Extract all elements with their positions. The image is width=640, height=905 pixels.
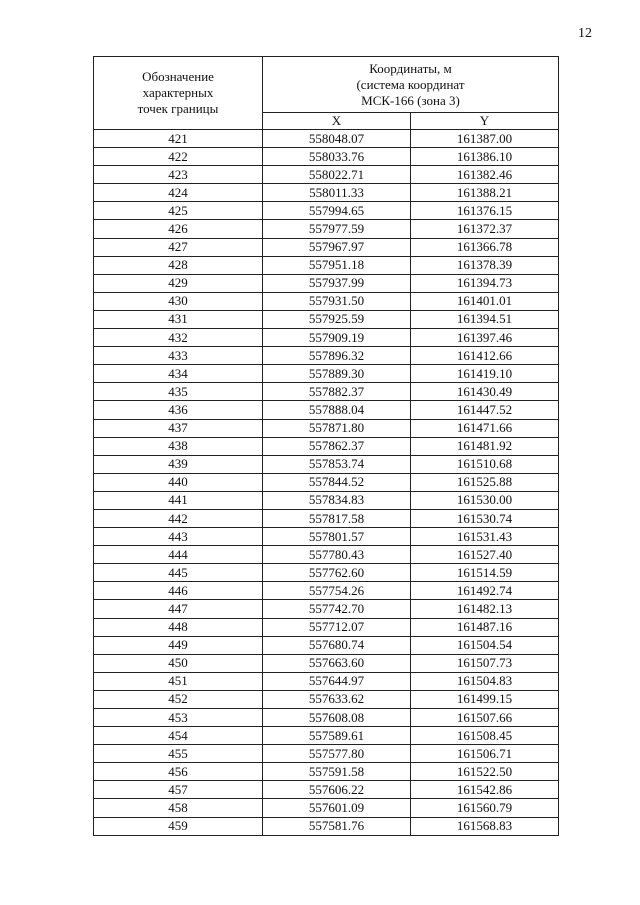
x-coordinate-cell: 557589.61 [263, 727, 411, 745]
y-coordinate-cell: 161504.54 [411, 636, 559, 654]
x-coordinate-cell: 557951.18 [263, 256, 411, 274]
y-coordinate-cell: 161482.13 [411, 600, 559, 618]
table-row [94, 654, 559, 672]
table-row [94, 329, 559, 347]
point-number-cell: 447 [94, 600, 263, 618]
x-coordinate-cell: 557967.97 [263, 238, 411, 256]
header-text: характерных [142, 85, 214, 100]
x-coordinate-cell: 557882.37 [263, 383, 411, 401]
header-text: МСК-166 (зона 3) [361, 92, 460, 108]
table-row [94, 292, 559, 310]
table-body [94, 130, 559, 836]
table-row [94, 148, 559, 166]
x-coordinate-cell: 557577.80 [263, 745, 411, 763]
x-coordinate-cell: 557633.62 [263, 690, 411, 708]
y-coordinate-cell: 161504.83 [411, 672, 559, 690]
x-coordinate-cell: 558033.76 [263, 148, 411, 166]
x-coordinate-cell: 557606.22 [263, 781, 411, 799]
table-row [94, 690, 559, 708]
table-row [94, 745, 559, 763]
table-row [94, 564, 559, 582]
x-coordinate-cell: 557931.50 [263, 292, 411, 310]
table-row [94, 528, 559, 546]
y-coordinate-cell: 161527.40 [411, 546, 559, 564]
table-row [94, 130, 559, 148]
y-coordinate-cell: 161530.00 [411, 491, 559, 509]
point-number-cell: 444 [94, 546, 263, 564]
table-row [94, 546, 559, 564]
x-coordinate-cell: 557888.04 [263, 401, 411, 419]
table-row [94, 817, 559, 835]
table-row [94, 636, 559, 654]
x-coordinate-cell: 557896.32 [263, 347, 411, 365]
y-coordinate-cell: 161401.01 [411, 292, 559, 310]
point-number-cell: 428 [94, 256, 263, 274]
x-coordinate-cell: 557608.08 [263, 709, 411, 727]
table-row [94, 401, 559, 419]
y-coordinate-cell: 161372.37 [411, 220, 559, 238]
point-number-cell: 435 [94, 383, 263, 401]
x-coordinate-cell: 557925.59 [263, 310, 411, 328]
point-number-cell: 452 [94, 690, 263, 708]
table-row [94, 274, 559, 292]
table-row [94, 437, 559, 455]
point-number-cell: 430 [94, 292, 263, 310]
x-coordinate-cell: 557581.76 [263, 817, 411, 835]
table-row [94, 709, 559, 727]
point-number-cell: 427 [94, 238, 263, 256]
y-coordinate-cell: 161376.15 [411, 202, 559, 220]
point-number-cell: 436 [94, 401, 263, 419]
point-number-cell: 425 [94, 202, 263, 220]
point-number-cell: 423 [94, 166, 263, 184]
x-coordinate-cell: 557834.83 [263, 491, 411, 509]
point-number-cell: 437 [94, 419, 263, 437]
coordinates-header [263, 57, 559, 113]
table-row [94, 618, 559, 636]
header-text: точек границы [137, 101, 219, 116]
y-coordinate-cell: 161471.66 [411, 419, 559, 437]
header-text: Обозначение [142, 69, 214, 84]
point-number-cell: 450 [94, 654, 263, 672]
point-number-cell: 441 [94, 491, 263, 509]
table-row [94, 419, 559, 437]
point-number-cell: 424 [94, 184, 263, 202]
point-number-cell: 458 [94, 799, 263, 817]
y-coordinate-cell: 161499.15 [411, 690, 559, 708]
x-coordinate-cell: 557780.43 [263, 546, 411, 564]
table-row [94, 238, 559, 256]
y-coordinate-cell: 161386.10 [411, 148, 559, 166]
point-number-cell: 433 [94, 347, 263, 365]
y-coordinate-cell: 161394.73 [411, 274, 559, 292]
x-coordinate-cell: 557644.97 [263, 672, 411, 690]
point-number-cell: 456 [94, 763, 263, 781]
table-row [94, 509, 559, 527]
table-row [94, 310, 559, 328]
x-coordinate-cell: 557601.09 [263, 799, 411, 817]
y-coordinate-cell: 161531.43 [411, 528, 559, 546]
table-row [94, 600, 559, 618]
x-coordinate-cell: 557994.65 [263, 202, 411, 220]
header-text: Координаты, м [369, 60, 452, 76]
point-number-cell: 429 [94, 274, 263, 292]
y-coordinate-cell: 161530.74 [411, 509, 559, 527]
y-coordinate-cell: 161514.59 [411, 564, 559, 582]
y-coordinate-cell: 161525.88 [411, 473, 559, 491]
page-number: 12 [578, 26, 592, 41]
x-column-header: X [263, 113, 411, 130]
x-coordinate-cell: 557909.19 [263, 329, 411, 347]
y-coordinate-cell: 161382.46 [411, 166, 559, 184]
point-number-cell: 434 [94, 365, 263, 383]
x-coordinate-cell: 557712.07 [263, 618, 411, 636]
point-number-cell: 438 [94, 437, 263, 455]
y-coordinate-cell: 161508.45 [411, 727, 559, 745]
table-row [94, 383, 559, 401]
y-coordinate-cell: 161542.86 [411, 781, 559, 799]
x-coordinate-cell: 557871.80 [263, 419, 411, 437]
point-number-cell: 426 [94, 220, 263, 238]
x-coordinate-cell: 557663.60 [263, 654, 411, 672]
point-number-cell: 439 [94, 455, 263, 473]
point-number-cell: 422 [94, 148, 263, 166]
point-number-cell: 443 [94, 528, 263, 546]
x-coordinate-cell: 558011.33 [263, 184, 411, 202]
y-column-header: Y [411, 113, 559, 130]
table-row [94, 202, 559, 220]
point-number-cell: 446 [94, 582, 263, 600]
point-number-cell: 445 [94, 564, 263, 582]
table-row [94, 763, 559, 781]
x-coordinate-cell: 557754.26 [263, 582, 411, 600]
table-row [94, 491, 559, 509]
table-row [94, 799, 559, 817]
x-coordinate-cell: 557680.74 [263, 636, 411, 654]
table-row [94, 582, 559, 600]
y-coordinate-cell: 161366.78 [411, 238, 559, 256]
x-coordinate-cell: 557817.58 [263, 509, 411, 527]
y-coordinate-cell: 161510.68 [411, 455, 559, 473]
y-coordinate-cell: 161397.46 [411, 329, 559, 347]
y-coordinate-cell: 161430.49 [411, 383, 559, 401]
point-number-cell: 453 [94, 709, 263, 727]
point-number-cell: 440 [94, 473, 263, 491]
y-coordinate-cell: 161388.21 [411, 184, 559, 202]
y-coordinate-cell: 161507.73 [411, 654, 559, 672]
point-number-cell: 432 [94, 329, 263, 347]
point-number-cell: 449 [94, 636, 263, 654]
y-coordinate-cell: 161560.79 [411, 799, 559, 817]
x-coordinate-cell: 557862.37 [263, 437, 411, 455]
table-row [94, 365, 559, 383]
y-coordinate-cell: 161506.71 [411, 745, 559, 763]
table-row [94, 184, 559, 202]
x-coordinate-cell: 558022.71 [263, 166, 411, 184]
table-row [94, 672, 559, 690]
y-coordinate-cell: 161522.50 [411, 763, 559, 781]
point-designation-header [94, 57, 263, 130]
y-coordinate-cell: 161507.66 [411, 709, 559, 727]
y-coordinate-cell: 161412.66 [411, 347, 559, 365]
point-number-cell: 455 [94, 745, 263, 763]
x-coordinate-cell: 557762.60 [263, 564, 411, 582]
x-coordinate-cell: 557844.52 [263, 473, 411, 491]
x-coordinate-cell: 557591.58 [263, 763, 411, 781]
point-number-cell: 448 [94, 618, 263, 636]
coordinates-table [93, 56, 559, 836]
point-number-cell: 431 [94, 310, 263, 328]
point-number-cell: 454 [94, 727, 263, 745]
y-coordinate-cell: 161487.16 [411, 618, 559, 636]
header-text: (система координат [356, 76, 465, 92]
x-coordinate-cell: 557801.57 [263, 528, 411, 546]
point-number-cell: 457 [94, 781, 263, 799]
y-coordinate-cell: 161378.39 [411, 256, 559, 274]
y-coordinate-cell: 161447.52 [411, 401, 559, 419]
x-coordinate-cell: 557889.30 [263, 365, 411, 383]
point-number-cell: 451 [94, 672, 263, 690]
point-number-cell: 421 [94, 130, 263, 148]
table-row [94, 347, 559, 365]
y-coordinate-cell: 161481.92 [411, 437, 559, 455]
point-number-cell: 442 [94, 509, 263, 527]
table-row [94, 727, 559, 745]
y-coordinate-cell: 161492.74 [411, 582, 559, 600]
x-coordinate-cell: 557853.74 [263, 455, 411, 473]
point-number-cell: 459 [94, 817, 263, 835]
x-coordinate-cell: 558048.07 [263, 130, 411, 148]
y-coordinate-cell: 161394.51 [411, 310, 559, 328]
table-row [94, 781, 559, 799]
x-coordinate-cell: 557937.99 [263, 274, 411, 292]
y-coordinate-cell: 161568.83 [411, 817, 559, 835]
table-row [94, 473, 559, 491]
x-coordinate-cell: 557977.59 [263, 220, 411, 238]
x-coordinate-cell: 557742.70 [263, 600, 411, 618]
y-coordinate-cell: 161419.10 [411, 365, 559, 383]
table-row [94, 220, 559, 238]
table-row [94, 455, 559, 473]
y-coordinate-cell: 161387.00 [411, 130, 559, 148]
table-row [94, 256, 559, 274]
table-row [94, 166, 559, 184]
